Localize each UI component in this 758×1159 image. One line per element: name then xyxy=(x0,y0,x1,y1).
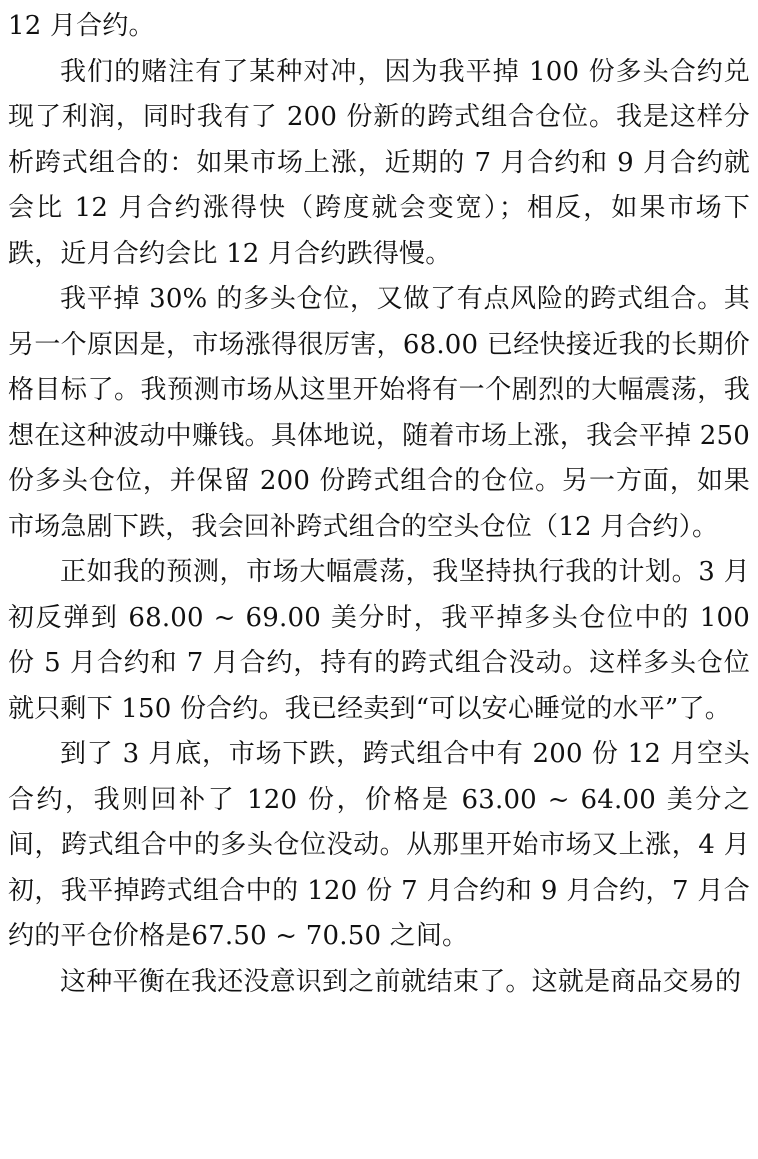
paragraph-0: 12 月合约。 xyxy=(8,11,155,41)
paragraph-3: 正如我的预测，市场大幅震荡，我坚持执行我的计划。3 月初反弹到 68.00 ~ 69.00 美分时，我平掉多头仓位中的 100 份 5 月合约和 7 月合约，持有的跨式组合没动。这样多头仓位就只剩下 150 份合约。我已经卖到“可以安心睡觉的水平”了。 xyxy=(8,557,750,724)
paragraph-5: 这种平衡在我还没意识到之前就结束了。这就是商品交易的 xyxy=(60,966,742,997)
book-page xyxy=(8,4,750,1005)
paragraph-1: 我们的赌注有了某种对冲，因为我平掉 100 份多头合约兑现了利润，同时我有了 200 份新的跨式组合仓位。我是这样分析跨式组合的：如果市场上涨，近期的 7 月合约和 9 月合约就会比 12 月合约涨得快（跨度就会变宽）；相反，如果市场下跌，近月合约会比 12 月合约跌得慢。 xyxy=(8,56,750,269)
paragraph-2: 我平掉 30% 的多头仓位，又做了有点风险的跨式组合。其另一个原因是，市场涨得很厉害，68.00 已经快接近我的长期价格目标了。我预测市场从这里开始将有一个剧烈的大幅震荡，我想在这种波动中赚钱。具体地说，随着市场上涨，我会平掉 250 份多头仓位，并保留 200 份跨式组合的仓位。另一方面，如果市场急剧下跌，我会回补跨式组合的空头仓位（12 月合约）。 xyxy=(8,284,750,542)
paragraph-4: 到了 3 月底，市场下跌，跨式组合中有 200 份 12 月空头合约，我则回补了 120 份，价格是 63.00 ~ 64.00 美分之间，跨式组合中的多头仓位没动。从那里开始市场又上涨，4 月初，我平掉跨式组合中的 120 份 7 月合约和 9 月合约，7 月合约的平仓价格是67.50 ~ 70.50 之间。 xyxy=(8,739,750,951)
